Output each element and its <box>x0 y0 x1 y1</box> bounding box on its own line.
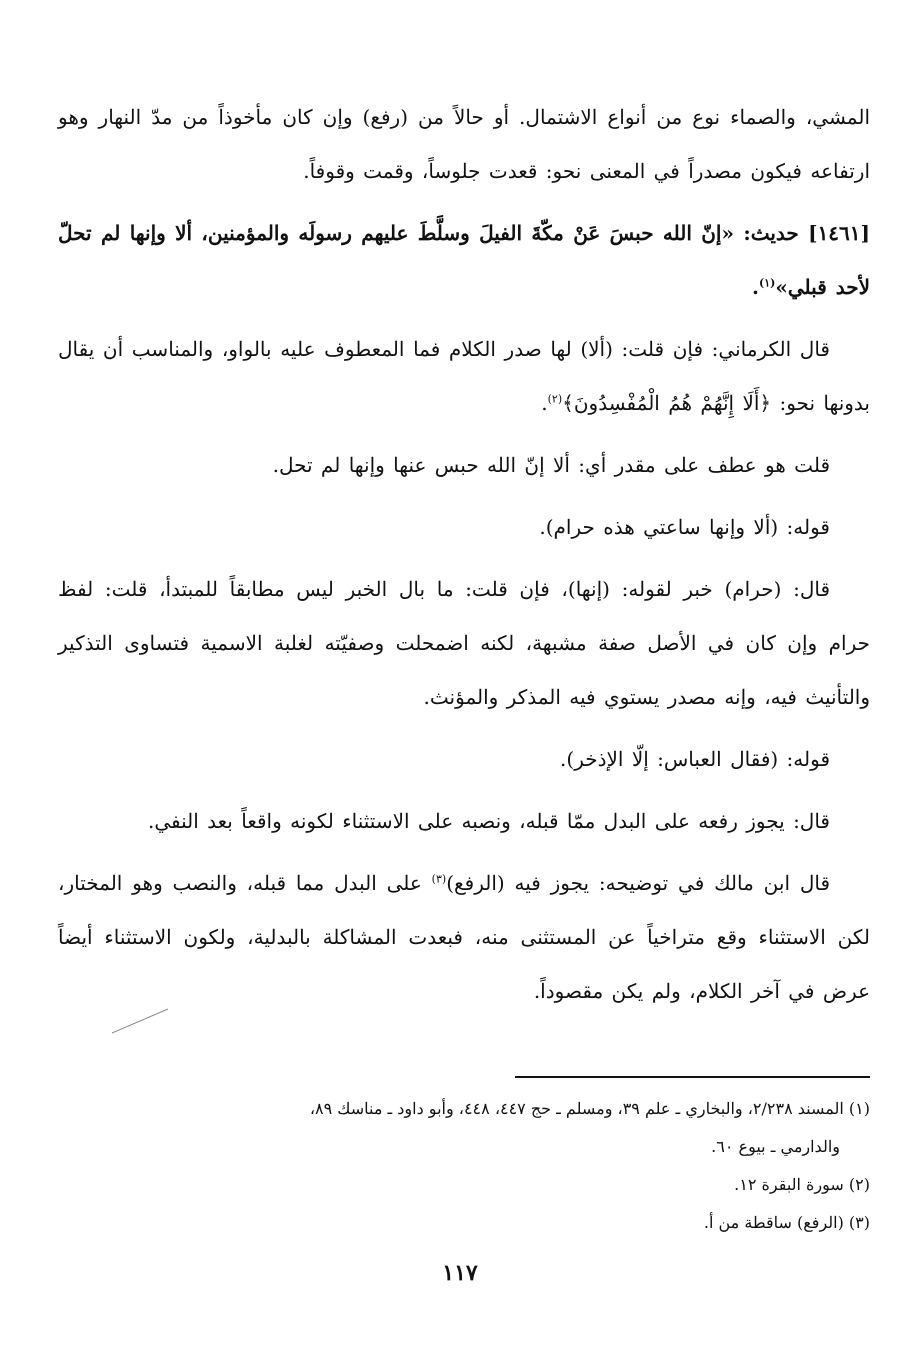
paragraph-8 <box>58 794 870 848</box>
paragraph-4 <box>58 438 870 492</box>
footnotes <box>58 1090 870 1242</box>
footnote-3 <box>58 1204 870 1242</box>
footnote-1 <box>58 1090 870 1128</box>
paragraph-9-text-b: على البدل مما قبله، والنصب وهو المختار، لكن الاستثناء وقع متراخياً عن المستثنى منه، فبعدت المشاكلة بالبدلية، ولكون الاستثناء أيضاً عرض في آخر الكلام، ولم يكن مقصوداً. <box>58 871 870 1003</box>
hadith-paragraph <box>58 206 870 314</box>
footnote-1-line-2: والدارمي ـ بيوع ٦٠. <box>711 1137 840 1156</box>
paragraph-3-text: قال الكرماني: فإن قلت: (ألا) لها صدر الكلام فما المعطوف عليه بالواو، والمناسب أن يقال بدونها نحو: ﴿أَلَا إِنَّهُمْ هُمُ الْمُفْسِدُونَ﴾ <box>58 337 870 415</box>
footnote-3-text: (٣) (الرفع) ساقطة من أ. <box>703 1213 870 1232</box>
pen-stroke-mark <box>110 1005 170 1035</box>
paragraph-5-text: قوله: (ألا وإنها ساعتي هذه حرام). <box>539 515 830 539</box>
footnote-separator <box>515 1076 870 1078</box>
paragraph-1 <box>58 90 870 198</box>
hadith-end: . <box>752 275 760 299</box>
paragraph-8-text: قال: يجوز رفعه على البدل ممّا قبله، ونصبه على الاستثناء لكونه واقعاً بعد النفي. <box>147 809 830 833</box>
footnote-1-line-1: (١) المسند ٢/٢٣٨، والبخاري ـ علم ٣٩، ومسلم ـ حج ٤٤٧، ٤٤٨، وأبو داود ـ مناسك ٨٩، <box>309 1099 870 1118</box>
paragraph-3-end: . <box>541 391 548 415</box>
footnote-2-text: (٢) سورة البقرة ١٢. <box>734 1175 870 1194</box>
hadith-text: إنّ الله حبسَ عَنْ مكّةَ الفيلَ وسلَّطَ عليهم رسولَه والمؤمنين، ألا وإنها لم تحلّ لأحد قبلي» <box>58 221 870 299</box>
paragraph-3 <box>58 322 870 430</box>
page-number: ١١٧ <box>442 1260 478 1286</box>
paragraph-5 <box>58 500 870 554</box>
footnote-ref-1[interactable]: (١) <box>759 276 776 290</box>
paragraph-7-text: قوله: (فقال العباس: إلّا الإذخر). <box>560 747 830 771</box>
footnote-1-continued <box>58 1128 870 1166</box>
hadith-number: [١٤٦١] حديث: « <box>721 221 870 245</box>
paragraph-6-text: قال: (حرام) خبر لقوله: (إنها)، فإن قلت: ما بال الخبر ليس مطابقاً للمبتدأ، قلت: لفظ حرام وإن كان في الأصل صفة مشبهة، لكنه اضمحلت وصفيّته لغلبة الاسمية فتساوى التذكير والتأنيث فيه، وإنه مصدر يستوي فيه المذكر والمؤنث. <box>58 577 870 709</box>
paragraph-1-text: المشي، والصماء نوع من أنواع الاشتمال. أو حالاً من (رفع) وإن كان مأخوذاً من مدّ النهار وهو ارتفاعه فيكون مصدراً في المعنى نحو: قعدت جلوساً، وقمت وقوفاً. <box>58 105 870 183</box>
paragraph-9-text-a: قال ابن مالك في توضيحه: يجوز فيه (الرفع) <box>446 871 831 895</box>
paragraph-4-text: قلت هو عطف على مقدر أي: ألا إنّ الله حبس عنها وإنها لم تحل. <box>272 453 830 477</box>
paragraph-7 <box>58 732 870 786</box>
footnote-ref-3[interactable]: (٣) <box>431 872 447 886</box>
page-body <box>58 90 870 1026</box>
paragraph-9 <box>58 856 870 1018</box>
footnote-ref-2[interactable]: (٢) <box>547 392 563 406</box>
paragraph-6 <box>58 562 870 724</box>
footnote-2 <box>58 1166 870 1204</box>
